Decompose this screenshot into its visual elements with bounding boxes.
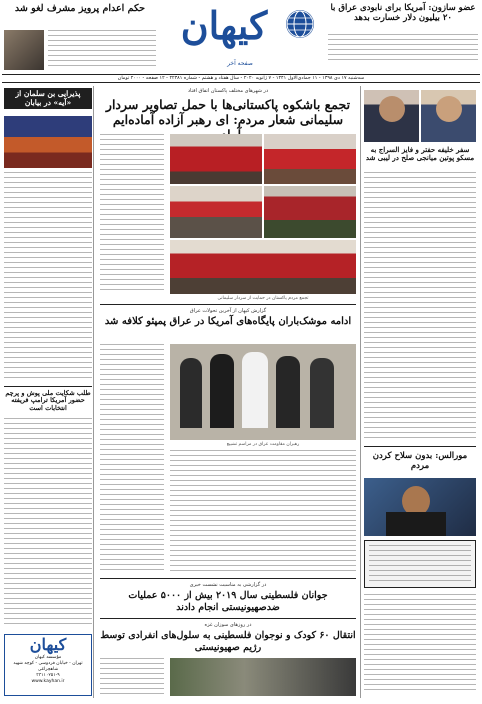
- children-body-lines: [100, 658, 164, 696]
- publisher-box: [4, 634, 92, 696]
- globe-icon: [286, 10, 314, 38]
- main-headline[interactable]: تجمع باشکوه پاکستانی‌ها با حمل تصاویر سردار سلیمانی شعار مردم: ای رهبر آزاده آماده‌ایم: [105, 97, 351, 127]
- main-kicker: در شهرهای مختلف پاکستان اتفاق افتاد: [187, 88, 269, 94]
- pakistan-photos: [170, 134, 356, 294]
- main-body-lines-left: [100, 134, 164, 294]
- main-photo-caption: تجمع مردم پاکستان در حمایت از سردار سلیمانی: [217, 296, 309, 301]
- iraq-body-lines-left: [100, 344, 164, 574]
- libya-body-lines: [364, 172, 476, 442]
- pakistan-photo-2: [170, 134, 262, 184]
- top-left-headline: حکم اعدام پرویز مشرف لغو شد: [14, 3, 146, 14]
- pakistan-photo-4: [170, 186, 262, 238]
- publisher-address: تهران - خیابان فردوسی - کوچه شهید شاهچراغی: [13, 661, 83, 672]
- center-column: [98, 86, 358, 698]
- bolivia-headline[interactable]: مورالس: بدون سلاح کردن مردم: [372, 451, 468, 471]
- right-column: [360, 86, 480, 698]
- publisher-founder: مؤسسه کیهان: [34, 655, 62, 660]
- libya-headline[interactable]: سفر خلیفه حفتر و فایز السراج به مسکو پوتین میانجی صلح در لیبی شد: [365, 145, 475, 163]
- page-label: صفحه آخر: [227, 60, 253, 67]
- top-right-body-lines: [328, 34, 478, 64]
- publisher-logo: کیهان: [29, 635, 67, 654]
- masthead: [160, 2, 322, 74]
- quote-box: [364, 540, 476, 588]
- top-left-teaser[interactable]: [4, 4, 156, 64]
- bahrain-headline[interactable]: طلب شکایت ملی پوش و پرچم حضور آمریکا ترامپ فریفته انتخابات است: [5, 389, 91, 412]
- children-photo: [170, 658, 356, 696]
- iraq-body-lines: [170, 450, 356, 574]
- pakistan-photo-1: [264, 134, 356, 184]
- pakistan-photo-3: [264, 186, 356, 238]
- publisher-website[interactable]: www.kayhan.ir: [31, 679, 65, 684]
- haftar-photo: [421, 90, 476, 142]
- palestine-headline[interactable]: جوانان فلسطینی سال ۲۰۱۹ بیش از ۵۰۰۰ عملیات ضدصهیونیستی انجام دادند: [128, 590, 328, 613]
- logo-text: کیهان: [180, 3, 268, 48]
- bahrain-body-lines: [4, 418, 92, 628]
- iraq-kicker: گزارش کیهان از آخرین تحولات عراق: [189, 308, 267, 314]
- children-headline[interactable]: انتقال ۶۰ کودک و نوجوان فلسطینی به سلول‌های انفرادی توسط رژیم صهیونیستی: [100, 630, 356, 653]
- palestine-kicker: در گزارشی به مناسبت نشست خبری: [189, 582, 267, 588]
- bin-salman-headline[interactable]: پذیرایی بن سلمان از «آیه» در بیابان: [4, 88, 92, 109]
- left-column: [2, 86, 94, 698]
- bin-salman-photo: [4, 116, 92, 168]
- libya-photos: [364, 90, 476, 142]
- top-left-photo: [4, 30, 44, 70]
- top-left-body-lines: [48, 30, 156, 70]
- pakistan-photo-5: [170, 240, 356, 294]
- date-bar: سه‌شنبه ۱۷ دی ۱۳۹۸ - ۱۱ جمادی‌الاول ۱۴۴۱ - ۷ ژانویه ۲۰۲۰ - سال هفتاد و هشتم - شماره ۲۲۳۸۱ - ۱۲ صفحه - ۲۰۰۰ تومان: [2, 74, 480, 83]
- children-kicker: در روزهای سوزان غزه: [204, 622, 252, 628]
- sarraj-photo: [364, 90, 419, 142]
- main-photo-area: [100, 134, 356, 294]
- left-body-lines: [4, 172, 92, 382]
- top-right-teaser[interactable]: [328, 4, 478, 64]
- iraq-photo-caption: رهبران مقاومت عراق در مراسم تشییع: [226, 442, 300, 447]
- top-right-headline: عضو سازون: آمریکا برای نابودی عراق با ۲۰ بیلیون دلار خسارت بدهد: [330, 3, 476, 23]
- iraq-photo: [170, 344, 356, 440]
- iraq-headline[interactable]: ادامه موشک‌باران پایگاه‌های آمریکا در عراق پمپئو کلافه شد: [104, 316, 352, 327]
- bolivia-body-lines: [364, 594, 476, 694]
- morales-photo: [364, 478, 476, 536]
- publisher-phones: ۳۳۱۱۰۲۵۱-۹: [36, 673, 60, 678]
